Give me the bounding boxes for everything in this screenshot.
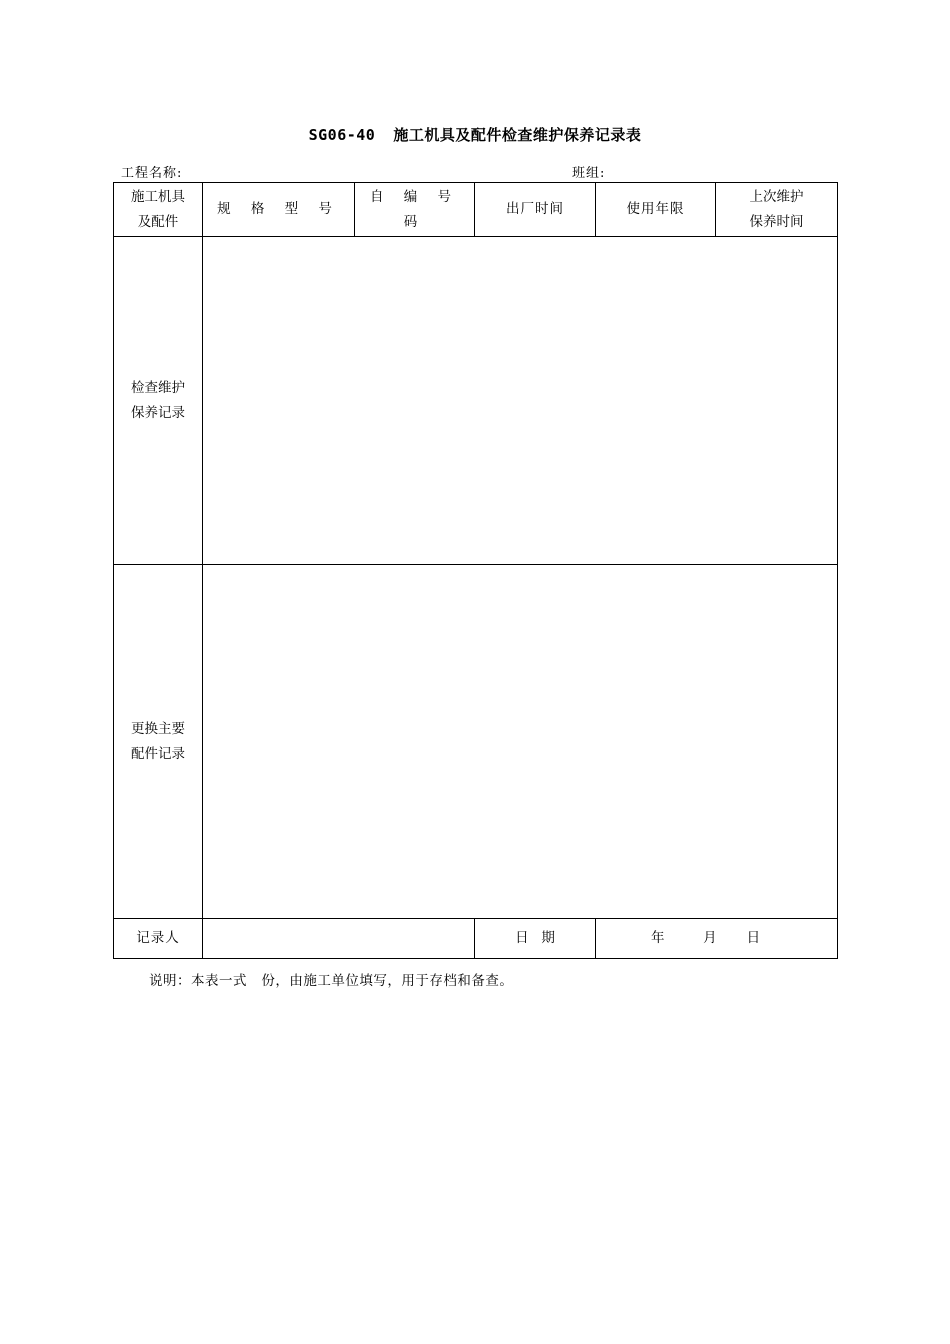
inspection-row xyxy=(114,237,838,565)
header-equipment xyxy=(114,183,203,237)
header-last-maintenance xyxy=(716,183,838,237)
replacement-label-line1: 更换主要 xyxy=(131,720,185,737)
header-equipment-line1: 施工机具 xyxy=(131,188,185,205)
inspection-label-line2: 保养记录 xyxy=(131,404,185,421)
footnote: 说明：本表一式 份，由施工单位填写，用于存档和备查。 xyxy=(149,973,514,989)
inspection-label xyxy=(114,237,203,565)
replacement-record-field[interactable] xyxy=(203,565,838,919)
header-last-maintenance-line1: 上次维护 xyxy=(749,188,804,205)
header-serial-number: 自 编 号 码 xyxy=(355,183,475,237)
footer-row xyxy=(114,919,838,959)
recorder-label: 记录人 xyxy=(114,919,203,959)
replacement-label-line2: 配件记录 xyxy=(131,745,185,762)
form-code: SG06-40 xyxy=(308,126,376,144)
project-name-label: 工程名称: xyxy=(121,166,183,181)
header-last-maintenance-line2: 保养时间 xyxy=(749,213,804,230)
header-manufacture-date: 出厂时间 xyxy=(475,183,596,237)
replacement-row xyxy=(114,565,838,919)
date-label: 日 期 xyxy=(475,919,596,959)
header-equipment-line2: 及配件 xyxy=(137,213,179,230)
team-label: 班组: xyxy=(572,166,606,181)
header-spec-model: 规 格 型 号 xyxy=(203,183,355,237)
header-service-life: 使用年限 xyxy=(596,183,716,237)
record-table xyxy=(113,182,838,959)
form-title xyxy=(0,124,950,145)
header-row xyxy=(114,183,838,237)
date-field[interactable]: 年 月 日 xyxy=(596,919,838,959)
replacement-label xyxy=(114,565,203,919)
inspection-record-field[interactable] xyxy=(203,237,838,565)
inspection-label-line1: 检查维护 xyxy=(131,379,185,396)
recorder-field[interactable] xyxy=(203,919,475,959)
form-name: 施工机具及配件检查维护保养记录表 xyxy=(393,126,642,144)
